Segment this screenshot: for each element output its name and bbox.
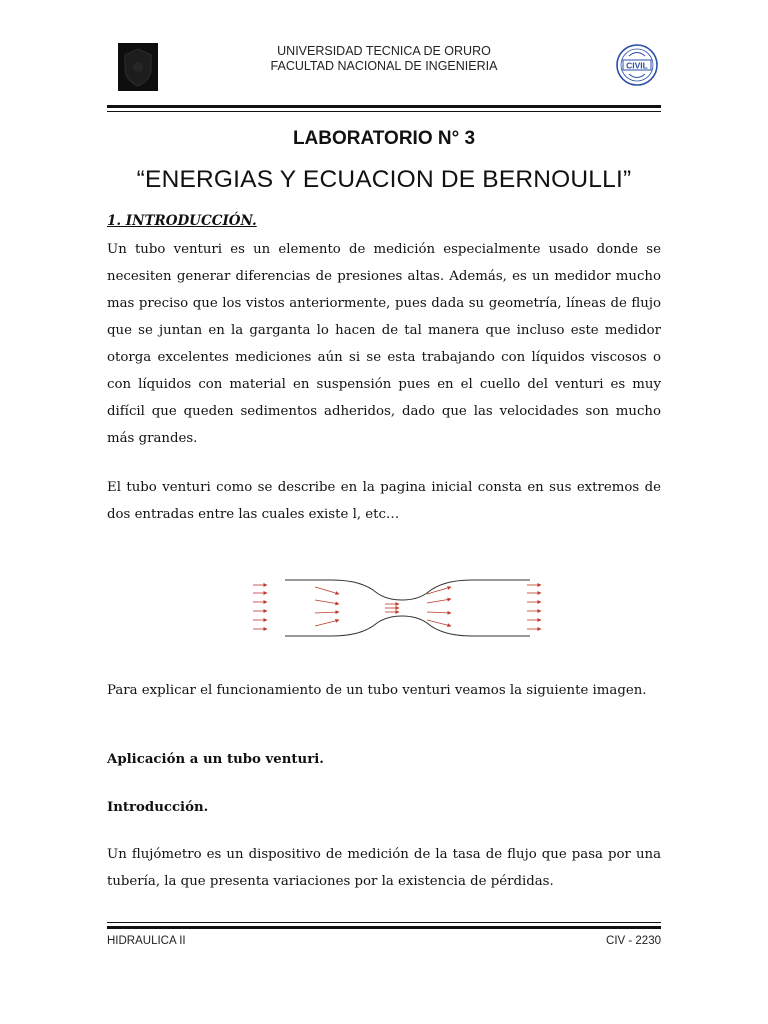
footer-rule-thick: [107, 926, 661, 929]
subheading-application: Aplicación a un tubo venturi.: [107, 752, 324, 767]
civil-logo: [614, 42, 660, 88]
footer-rule-thin: [107, 922, 661, 923]
subheading-introduction: Introducción.: [107, 800, 209, 815]
main-title: “ENERGIAS Y ECUACION DE BERNOULLI”: [136, 166, 632, 193]
header-institution: [180, 44, 588, 74]
intro-paragraph: Un tubo venturi es un elemento de medición especialmente usado donde se necesiten generar diferencias de presiones altas. Además, es un medidor mucho mas preciso que los vistos anteriormente, pues dada su geometría, líneas de flujo que se juntan en la garganta lo hacen de tal manera que incluso este medidor otorga excelentes mediciones aún si se esta trabajando con líquidos viscosos o con líquidos con material en suspensión pues en el cuello del venturi es muy difícil que queden sedimentos adheridos, dado que las velocidades son mucho más grandes.: [107, 242, 661, 446]
footer-course: HIDRAULICA II: [107, 935, 186, 947]
civil-logo-text: CIVIL: [626, 60, 648, 71]
university-logo: [118, 43, 158, 91]
lab-title: LABORATORIO N° 3: [292, 128, 476, 149]
footer-course-code: CIV - 2230: [606, 935, 661, 947]
faculty-name: FACULTAD NACIONAL DE INGENIERIA: [270, 59, 498, 73]
flow-arrows-converging: [315, 587, 339, 626]
header-rule-thin: [107, 111, 661, 112]
explanation-paragraph: Para explicar el funcionamiento de un tubo venturi veamos la siguiente imagen.: [107, 683, 647, 698]
venturi-svg: [247, 575, 549, 641]
flowmeter-paragraph: Un flujómetro es un dispositivo de medición de la tasa de flujo que pasa por una tubería, la que presenta variaciones por la existencia de pérdidas.: [107, 847, 661, 889]
flow-arrows-outlet: [527, 585, 541, 629]
university-name: UNIVERSIDAD TECNICA DE ORURO: [277, 44, 491, 58]
flow-arrows-diverging: [427, 587, 451, 626]
flow-arrows-throat: [385, 604, 399, 612]
header-rule-thick: [107, 105, 661, 108]
section-heading: 1. INTRODUCCIÓN.: [107, 213, 257, 229]
flow-arrows-inlet: [253, 585, 267, 629]
venturi-tube-diagram: [247, 575, 549, 641]
venturi-description-paragraph: El tubo venturi como se describe en la pagina inicial consta en sus extremos de dos entradas entre las cuales existe l, etc…: [107, 480, 661, 522]
